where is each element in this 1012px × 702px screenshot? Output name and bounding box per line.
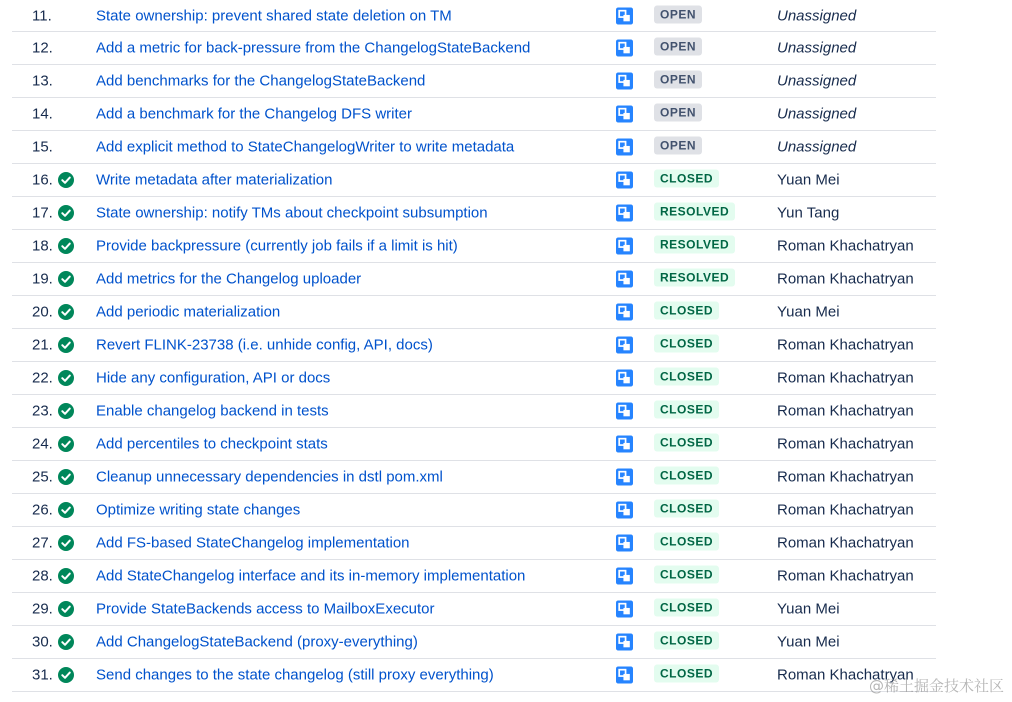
check-circle-icon xyxy=(58,469,74,485)
watermark: @稀土掘金技术社区 xyxy=(868,677,1004,695)
subtask-icon[interactable] xyxy=(616,502,633,519)
row-number: 16. xyxy=(32,171,53,189)
row-number: 25. xyxy=(32,468,53,486)
row-number: 24. xyxy=(32,435,53,453)
check-circle-icon xyxy=(58,205,74,221)
subtask-icon[interactable] xyxy=(616,337,633,354)
row-number: 13. xyxy=(32,72,53,90)
check-circle-icon xyxy=(58,568,74,584)
table-row xyxy=(12,626,936,659)
status-badge: OPEN xyxy=(654,38,702,56)
issue-summary-link[interactable]: State ownership: notify TMs about checkpoint subsumption xyxy=(96,204,488,222)
row-number: 28. xyxy=(32,567,53,585)
table-row xyxy=(12,560,936,593)
issue-summary-link[interactable]: Provide StateBackends access to MailboxExecutor xyxy=(96,600,435,618)
assignee: Roman Khachatryan xyxy=(777,270,914,288)
subtask-icon[interactable] xyxy=(616,601,633,618)
assignee: Roman Khachatryan xyxy=(777,666,914,684)
status-badge: CLOSED xyxy=(654,434,719,452)
subtask-icon[interactable] xyxy=(616,7,633,24)
subtask-icon[interactable] xyxy=(616,469,633,486)
row-number: 18. xyxy=(32,237,53,255)
subtask-icon[interactable] xyxy=(616,205,633,222)
subtask-icon[interactable] xyxy=(616,667,633,684)
table-row xyxy=(12,527,936,560)
issue-summary-link[interactable]: Add explicit method to StateChangelogWriter to write metadata xyxy=(96,138,515,156)
issue-summary-link[interactable]: Add StateChangelog interface and its in-memory implementation xyxy=(96,567,526,585)
status-badge: CLOSED xyxy=(654,302,719,320)
assignee: Roman Khachatryan xyxy=(777,468,914,486)
status-badge: OPEN xyxy=(654,71,702,89)
issue-summary-link[interactable]: Optimize writing state changes xyxy=(96,501,301,519)
subtask-icon[interactable] xyxy=(616,304,633,321)
subtask-icon[interactable] xyxy=(616,172,633,189)
row-number: 23. xyxy=(32,402,53,420)
check-circle-icon xyxy=(58,172,74,188)
check-circle-icon xyxy=(58,502,74,518)
row-number: 15. xyxy=(32,138,53,156)
row-number: 19. xyxy=(32,270,53,288)
status-badge: CLOSED xyxy=(654,632,719,650)
issue-summary-link[interactable]: Provide backpressure (currently job fails if a limit is hit) xyxy=(96,237,458,255)
issue-summary-link[interactable]: Revert FLINK-23738 (i.e. unhide config, API, docs) xyxy=(96,336,433,354)
check-circle-icon xyxy=(58,370,74,386)
check-circle-icon xyxy=(58,667,74,683)
table-row xyxy=(12,461,936,494)
status-badge: CLOSED xyxy=(654,533,719,551)
table-row xyxy=(12,98,936,131)
status-badge: CLOSED xyxy=(654,665,719,683)
issue-summary-link[interactable]: Enable changelog backend in tests xyxy=(96,402,329,420)
subtask-icon[interactable] xyxy=(616,40,633,57)
table-row xyxy=(12,362,936,395)
status-badge: CLOSED xyxy=(654,599,719,617)
issue-summary-link[interactable]: Cleanup unnecessary dependencies in dstl pom.xml xyxy=(96,468,443,486)
check-circle-icon xyxy=(58,535,74,551)
status-badge: CLOSED xyxy=(654,500,719,518)
table-row xyxy=(12,659,936,692)
subtask-icon[interactable] xyxy=(616,238,633,255)
check-circle-icon xyxy=(58,337,74,353)
assignee: Roman Khachatryan xyxy=(777,237,914,255)
assignee: Yuan Mei xyxy=(777,600,840,618)
issue-summary-link[interactable]: Add metrics for the Changelog uploader xyxy=(96,270,362,288)
status-badge: OPEN xyxy=(654,137,702,155)
check-circle-icon xyxy=(58,601,74,617)
status-badge: CLOSED xyxy=(654,566,719,584)
assignee: Yun Tang xyxy=(777,204,840,222)
issue-summary-link[interactable]: Write metadata after materialization xyxy=(96,171,333,189)
table-row xyxy=(12,197,936,230)
assignee: Roman Khachatryan xyxy=(777,402,914,420)
issue-summary-link[interactable]: State ownership: prevent shared state deletion on TM xyxy=(96,7,452,24)
assignee: Unassigned xyxy=(777,39,857,57)
assignee: Unassigned xyxy=(777,72,857,90)
subtask-icon[interactable] xyxy=(616,73,633,90)
issue-summary-link[interactable]: Add ChangelogStateBackend (proxy-everything) xyxy=(96,633,418,651)
subtask-icon[interactable] xyxy=(616,370,633,387)
assignee: Roman Khachatryan xyxy=(777,336,914,354)
issue-summary-link[interactable]: Send changes to the state changelog (still proxy everything) xyxy=(96,666,494,684)
assignee: Unassigned xyxy=(777,138,857,156)
issue-summary-link[interactable]: Add percentiles to checkpoint stats xyxy=(96,435,328,453)
issue-summary-link[interactable]: Add benchmarks for the ChangelogStateBackend xyxy=(96,72,426,90)
table-row xyxy=(12,230,936,263)
status-badge: RESOLVED xyxy=(654,236,735,254)
row-number: 26. xyxy=(32,501,53,519)
row-number: 14. xyxy=(32,105,53,123)
issue-summary-link[interactable]: Add FS-based StateChangelog implementation xyxy=(96,534,410,552)
assignee: Yuan Mei xyxy=(777,303,840,321)
check-circle-icon xyxy=(58,403,74,419)
subtask-icon[interactable] xyxy=(616,403,633,420)
issue-summary-link[interactable]: Add a metric for back-pressure from the ChangelogStateBackend xyxy=(96,39,531,57)
assignee: Yuan Mei xyxy=(777,171,840,189)
subtask-icon[interactable] xyxy=(616,634,633,651)
row-number: 12. xyxy=(32,39,53,57)
table-row xyxy=(12,32,936,65)
status-badge: CLOSED xyxy=(654,368,719,386)
assignee: Unassigned xyxy=(777,105,857,123)
subtask-icon[interactable] xyxy=(616,535,633,552)
assignee: Roman Khachatryan xyxy=(777,501,914,519)
table-row xyxy=(12,164,936,197)
table-row xyxy=(12,65,936,98)
check-circle-icon xyxy=(58,634,74,650)
assignee: Roman Khachatryan xyxy=(777,567,914,585)
subtask-icon[interactable] xyxy=(616,106,633,123)
table-row xyxy=(12,329,936,362)
check-circle-icon xyxy=(58,304,74,320)
table-row xyxy=(12,395,936,428)
row-number: 17. xyxy=(32,204,53,222)
assignee: Roman Khachatryan xyxy=(777,369,914,387)
table-row xyxy=(12,494,936,527)
subtask-icon[interactable] xyxy=(616,271,633,288)
row-number: 31. xyxy=(32,666,53,684)
status-badge: RESOLVED xyxy=(654,269,735,287)
assignee: Roman Khachatryan xyxy=(777,435,914,453)
status-badge: CLOSED xyxy=(654,401,719,419)
issue-summary-link[interactable]: Add a benchmark for the Changelog DFS writer xyxy=(96,105,412,123)
check-circle-icon xyxy=(58,271,74,287)
row-number: 22. xyxy=(32,369,53,387)
row-number: 21. xyxy=(32,336,53,354)
assignee: Roman Khachatryan xyxy=(777,534,914,552)
check-circle-icon xyxy=(58,436,74,452)
issue-summary-link[interactable]: Hide any configuration, API or docs xyxy=(96,369,331,387)
table-row xyxy=(12,296,936,329)
subtask-icon[interactable] xyxy=(616,568,633,585)
status-badge: CLOSED xyxy=(654,467,719,485)
status-badge: CLOSED xyxy=(654,170,719,188)
table-row xyxy=(12,263,936,296)
subtask-icon[interactable] xyxy=(616,139,633,156)
status-badge: CLOSED xyxy=(654,335,719,353)
row-number: 11. xyxy=(32,7,52,24)
subtask-icon[interactable] xyxy=(616,436,633,453)
row-number: 20. xyxy=(32,303,53,321)
table-row xyxy=(12,0,936,32)
table-row xyxy=(12,428,936,461)
assignee: Unassigned xyxy=(777,7,857,24)
issue-summary-link[interactable]: Add periodic materialization xyxy=(96,303,281,321)
status-badge: OPEN xyxy=(654,5,702,23)
row-number: 29. xyxy=(32,600,53,618)
check-circle-icon xyxy=(58,238,74,254)
row-number: 27. xyxy=(32,534,53,552)
table-row xyxy=(12,593,936,626)
subtask-list xyxy=(12,0,936,692)
status-badge: OPEN xyxy=(654,104,702,122)
status-badge: RESOLVED xyxy=(654,203,735,221)
row-number: 30. xyxy=(32,633,53,651)
table-row xyxy=(12,131,936,164)
assignee: Yuan Mei xyxy=(777,633,840,651)
